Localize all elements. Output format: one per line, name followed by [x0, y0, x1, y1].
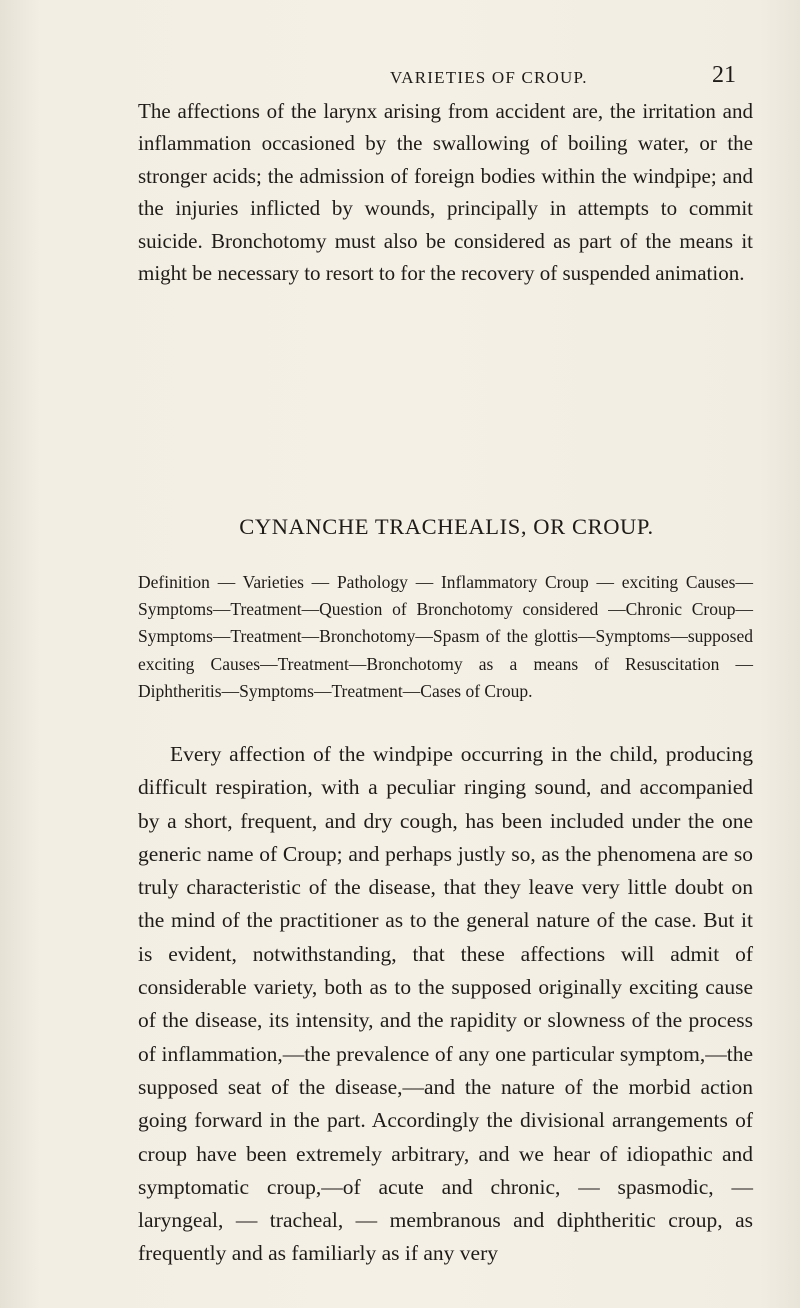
- running-title: VARIETIES OF CROUP.: [390, 68, 588, 87]
- intro-paragraph: The affections of the larynx arising from accident are, the irritation and inflammation occasioned by the swallowing of boiling water, or the stronger acids; the admission of foreign bodies within the windpipe; and the injuries inflicted by wounds, principally in attempts to commit suicide. Bronchotomy must also be considered as part of the means it might be necessary to resort to for the recovery of suspended animation.: [138, 99, 753, 286]
- chapter-synopsis: Definition — Varieties — Pathology — Inflammatory Croup — exciting Causes—Symptoms—Treatment—Question of Bronchotomy considered —Chronic Croup—Symptoms—Treatment—Bronchotomy—Spasm of the glottis—Symptoms—supposed exciting Causes—Treatment—Bronchotomy as a means of Resuscitation — Diphtheritis—Symptoms—Treatment—Cases of Croup.: [138, 572, 753, 701]
- section-title: CYNANCHE TRACHEALIS, OR CROUP.: [239, 514, 654, 539]
- main-paragraph: Every affection of the windpipe occurring in the child, producing difficult respiration, with a peculiar ringing sound, and accompanied by a short, frequent, and dry cough, has been included under the one generic name of Croup; and perhaps justly so, as the phenomena are so truly characteristic of the disease, that they leave very little doubt on the mind of the practitioner as to the general nature of the case. But it is evident, notwithstanding, that these affections will admit of considerable variety, both as to the supposed originally exciting cause of the disease, its intensity, and the rapidity or slowness of the process of inflammation,—the prevalence of any one particular symptom,—the supposed seat of the disease,—and the nature of the morbid action going forward in the part. Accordingly the divisional arrangements of croup have been extremely arbitrary, and we hear of idiopathic and symptomatic croup,—of acute and chronic, — spasmodic, — laryngeal, — tracheal, — membranous and diphtheritic croup, as frequently and as familiarly as if any very: [138, 742, 753, 1266]
- page-number: 21: [712, 62, 736, 88]
- running-head: [0, 62, 800, 92]
